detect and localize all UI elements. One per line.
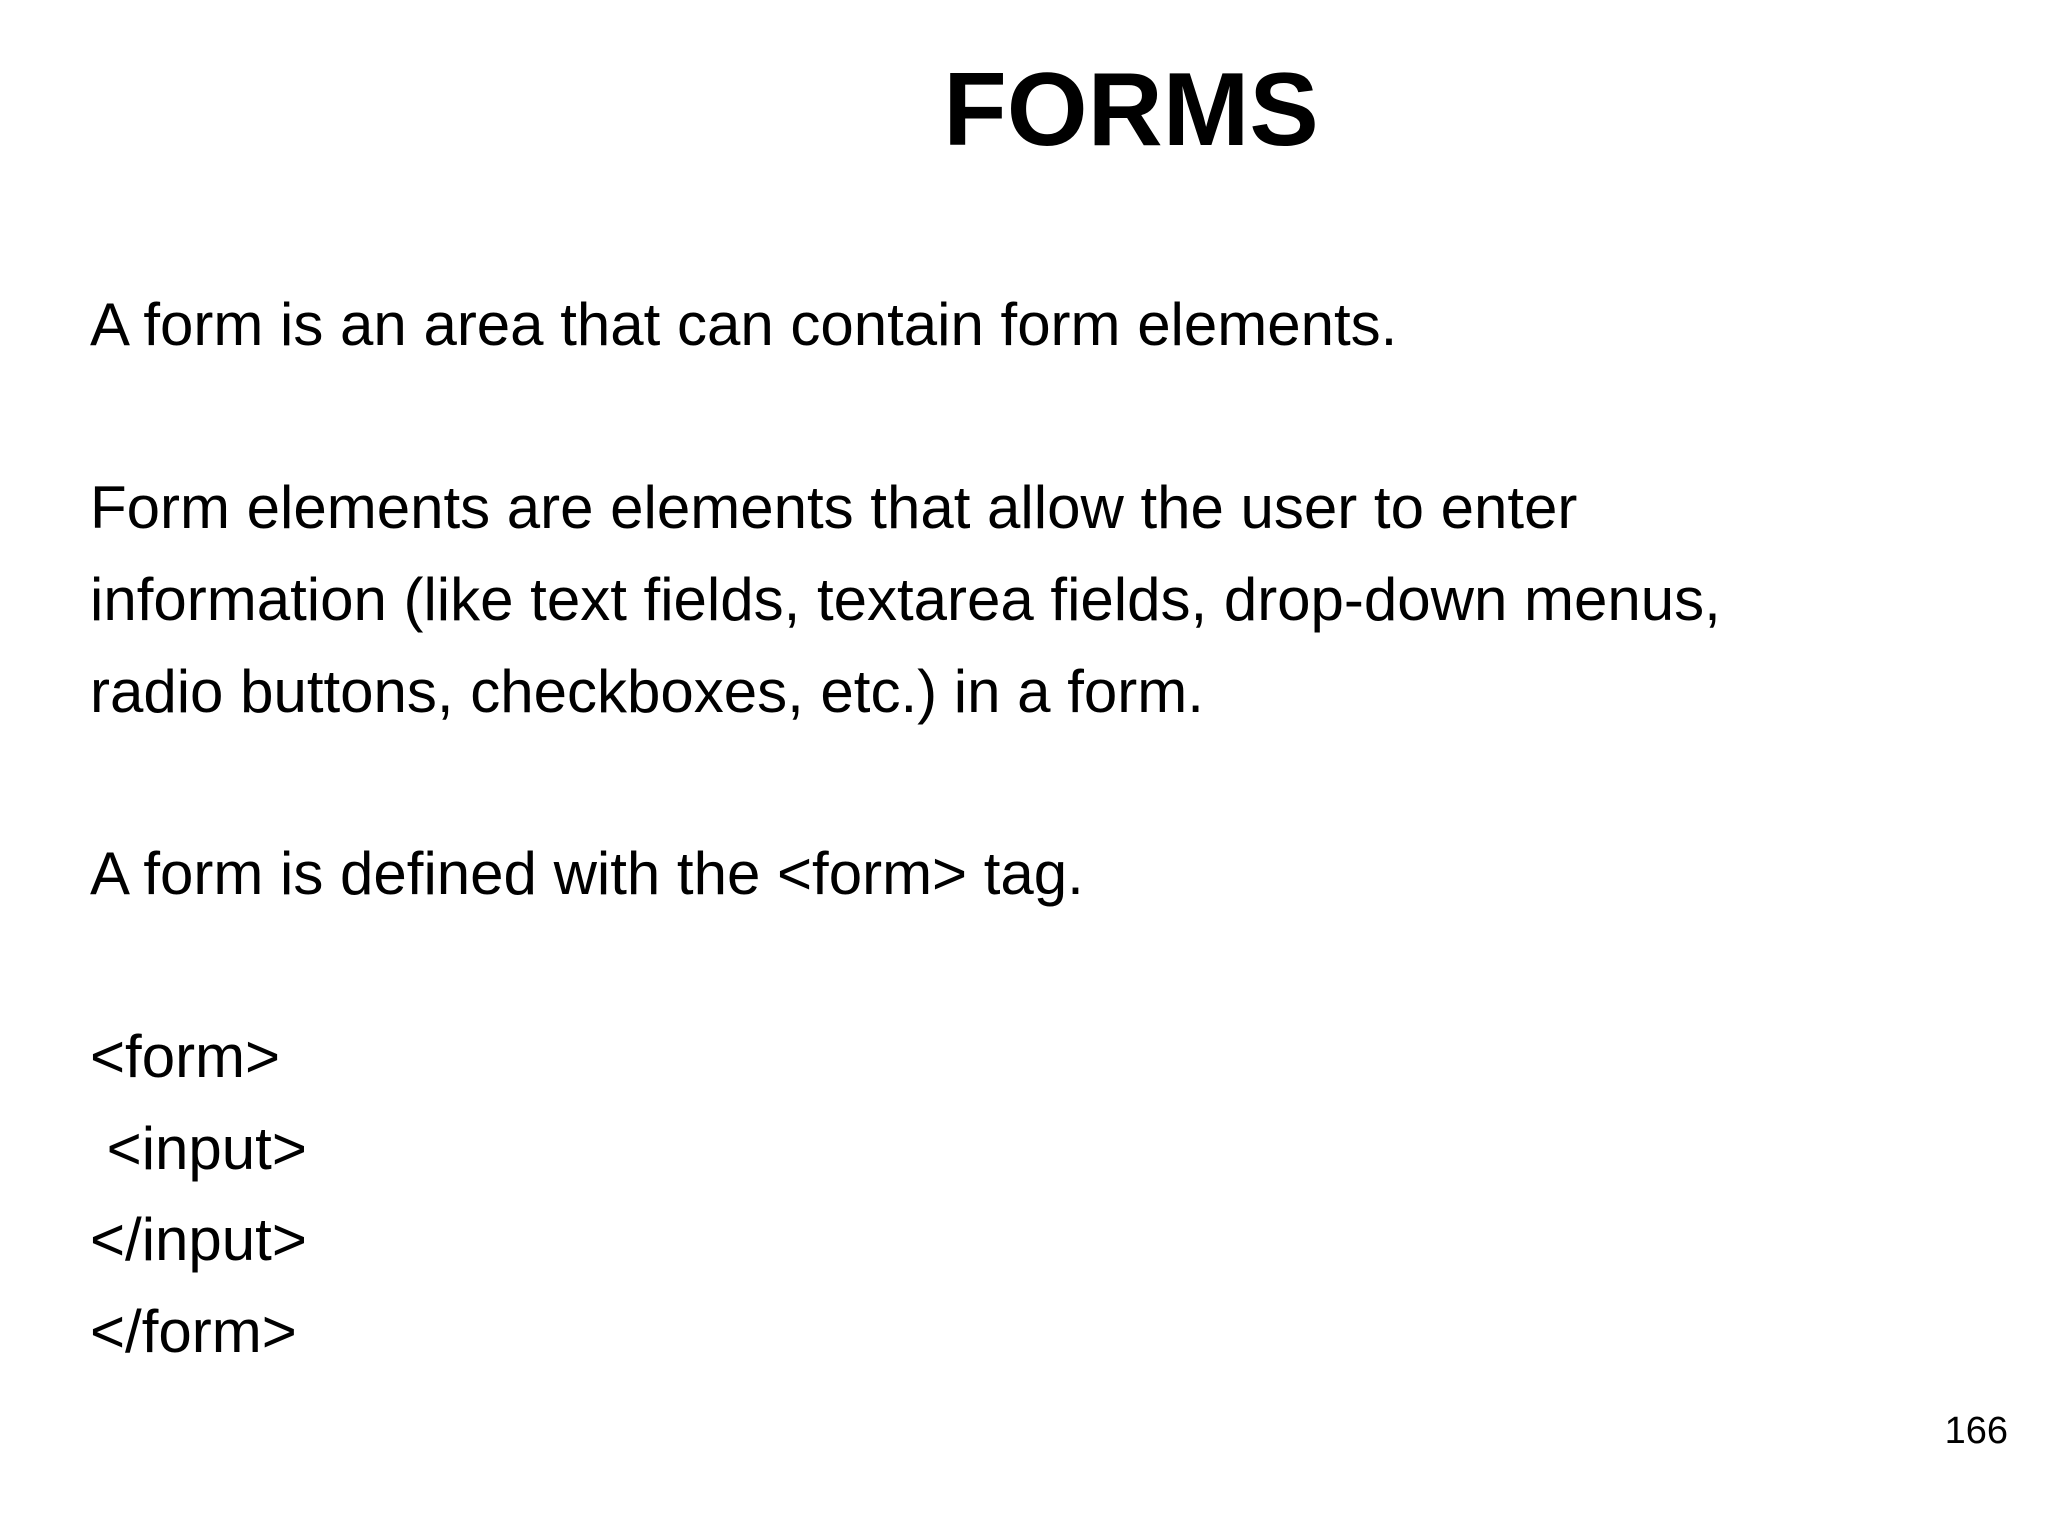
page-number: 166 xyxy=(1944,1410,2008,1452)
body-text-line: A form is defined with the <form> tag. xyxy=(90,840,1084,907)
slide-title: FORMS xyxy=(943,52,1319,168)
body-text-line: information (like text fields, textarea fields, drop-down menus, xyxy=(90,566,1721,633)
code-line: <input> xyxy=(90,1115,307,1182)
code-line: </form> xyxy=(90,1298,297,1365)
code-line: <form> xyxy=(90,1023,281,1090)
body-text-line: A form is an area that can contain form elements. xyxy=(90,291,1398,358)
body-text-line: radio buttons, checkboxes, etc.) in a form. xyxy=(90,658,1204,725)
body-text-line: Form elements are elements that allow the user to enter xyxy=(90,474,1578,541)
code-line: </input> xyxy=(90,1206,307,1273)
